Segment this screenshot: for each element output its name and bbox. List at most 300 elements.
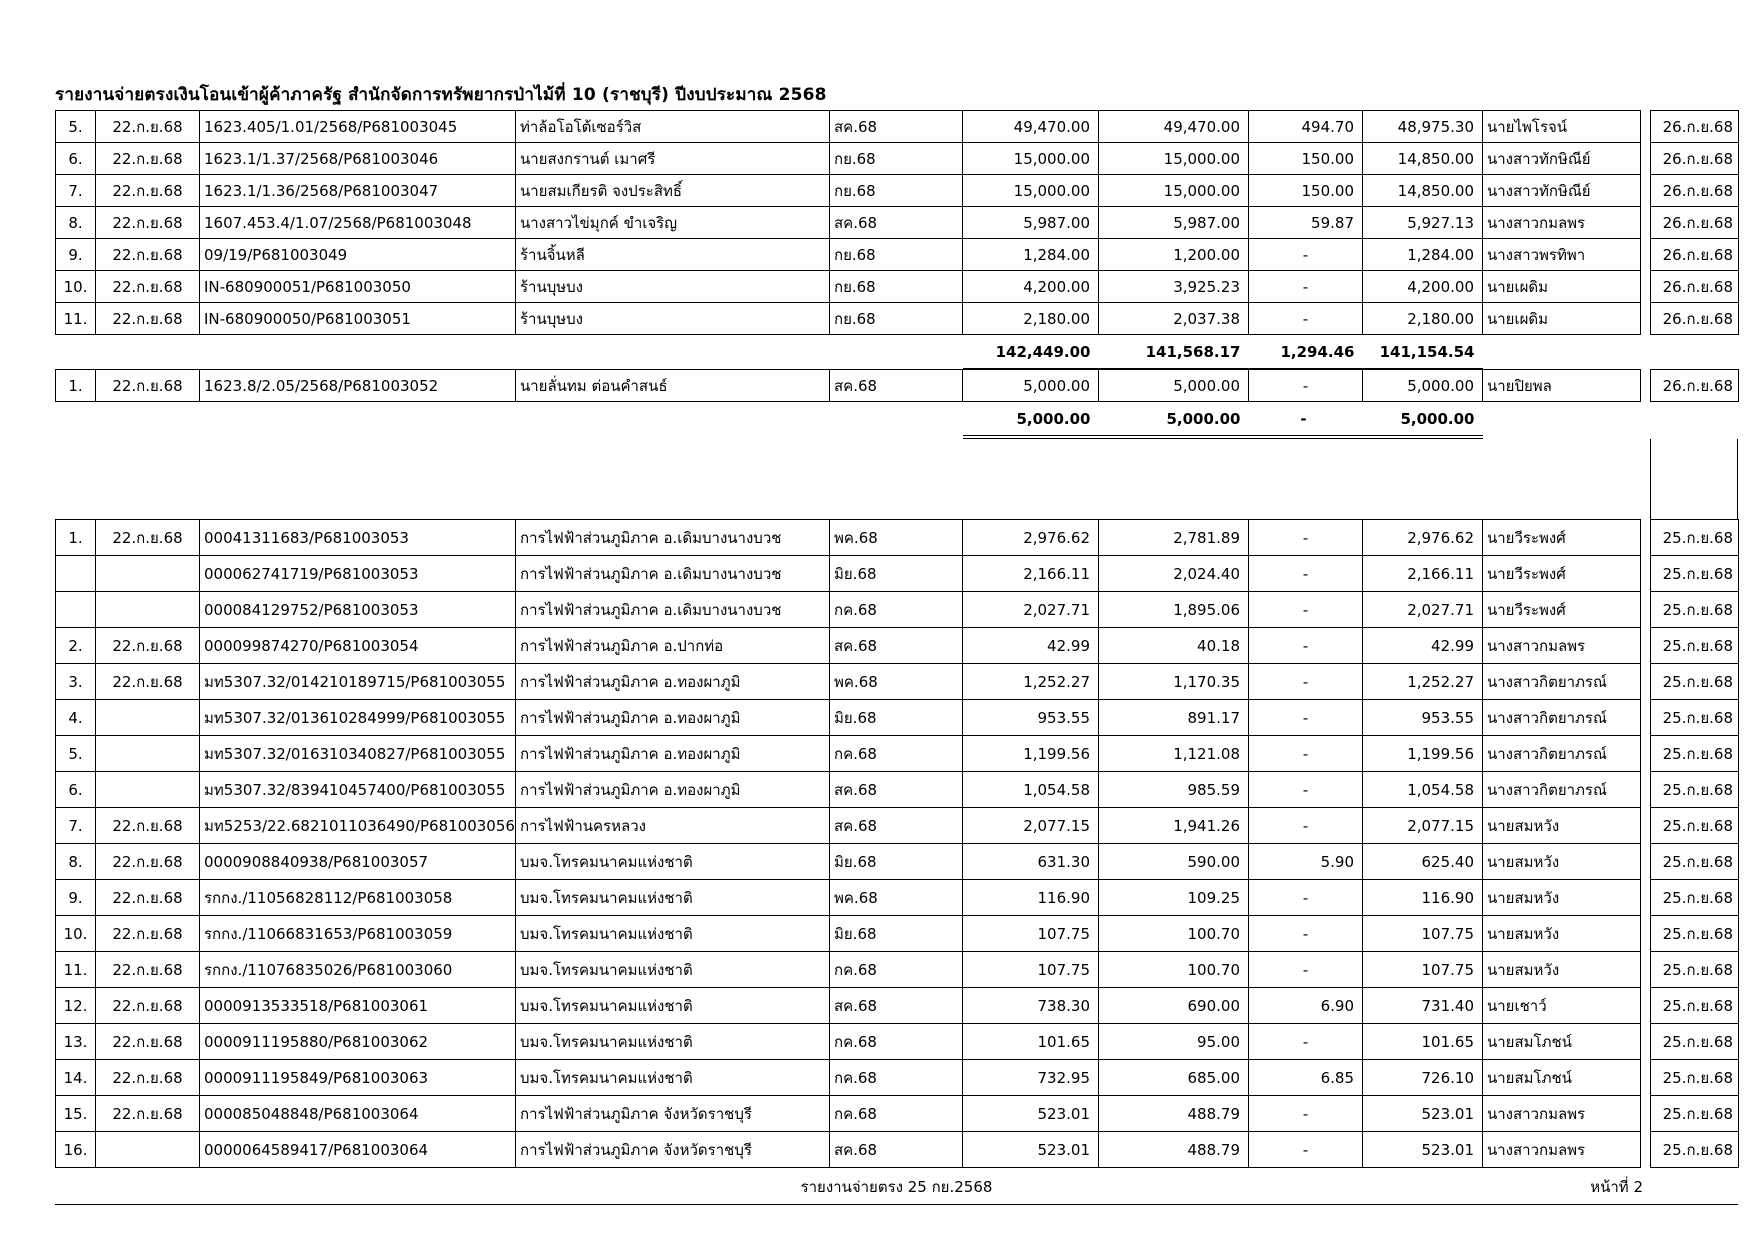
payee-name-cell: นายลั่นทม ต่อนคำสนธ์ — [516, 370, 830, 402]
received-date-cell: 26.ก.ย.68 — [1651, 271, 1739, 303]
received-date-cell: 25.ก.ย.68 — [1651, 772, 1739, 808]
transfer-date-cell — [96, 772, 200, 808]
transfer-date-cell — [96, 1132, 200, 1168]
gross-amount-cell: 1,054.58 — [963, 772, 1099, 808]
transfer-amount-cell: 523.01 — [1363, 1132, 1483, 1168]
transfer-date-cell: 22.ก.ย.68 — [96, 880, 200, 916]
table-row — [56, 556, 1739, 592]
officer-name-cell: นายเผดิม — [1483, 303, 1641, 335]
column-gap — [1641, 239, 1651, 271]
fee-amount-cell: 6.85 — [1249, 1060, 1363, 1096]
fee-amount-cell: - — [1249, 370, 1363, 402]
officer-name-cell: นางสาวกิตยาภรณ์ — [1483, 736, 1641, 772]
payee-name-cell: บมจ.โทรคมนาคมแห่งชาติ — [516, 1024, 830, 1060]
payee-name-cell: บมจ.โทรคมนาคมแห่งชาติ — [516, 880, 830, 916]
document-number-cell: รกกง./11066831653/P681003059 — [200, 916, 516, 952]
transfer-date-cell: 22.ก.ย.68 — [96, 1060, 200, 1096]
officer-name-cell: นายสมโภชน์ — [1483, 1060, 1641, 1096]
column-gap — [1641, 207, 1651, 239]
fee-amount-cell: - — [1249, 239, 1363, 271]
column-gap — [1641, 808, 1651, 844]
fee-amount-cell: 150.00 — [1249, 143, 1363, 175]
transfer-date-cell: 22.ก.ย.68 — [96, 1024, 200, 1060]
transfer-amount-cell: 1,054.58 — [1363, 772, 1483, 808]
fee-amount-cell: - — [1249, 880, 1363, 916]
table-row — [56, 772, 1739, 808]
gross-amount-cell: 2,166.11 — [963, 556, 1099, 592]
document-number-cell: 1623.1/1.37/2568/P681003046 — [200, 143, 516, 175]
officer-name-cell: นายปิยพล — [1483, 370, 1641, 402]
net-amount-cell: 1,895.06 — [1099, 592, 1249, 628]
payment-table-section-1 — [55, 110, 1739, 369]
row-number-cell: 14. — [56, 1060, 96, 1096]
column-gap — [1641, 556, 1651, 592]
table-row — [56, 370, 1739, 402]
gross-amount-cell: 738.30 — [963, 988, 1099, 1024]
column-gap — [1641, 520, 1651, 556]
net-amount-cell: 3,925.23 — [1099, 271, 1249, 303]
received-date-cell: 25.ก.ย.68 — [1651, 628, 1739, 664]
document-number-cell: 0000911195849/P681003063 — [200, 1060, 516, 1096]
gross-amount-cell: 523.01 — [963, 1132, 1099, 1168]
column-gap — [1641, 1024, 1651, 1060]
gross-amount-cell: 1,199.56 — [963, 736, 1099, 772]
payee-name-cell: การไฟฟ้าส่วนภูมิภาค อ.ทองผาภูมิ — [516, 736, 830, 772]
transfer-date-cell: 22.ก.ย.68 — [96, 844, 200, 880]
fee-amount-cell: - — [1249, 556, 1363, 592]
billing-month-cell: กย.68 — [830, 271, 963, 303]
payee-name-cell: ร้านจิ้นหลี — [516, 239, 830, 271]
billing-month-cell: กย.68 — [830, 239, 963, 271]
officer-name-cell: นางสาวกิตยาภรณ์ — [1483, 772, 1641, 808]
row-number-cell: 10. — [56, 916, 96, 952]
payee-name-cell: ร้านบุษบง — [516, 303, 830, 335]
column-gap — [1641, 1132, 1651, 1168]
column-gap — [1641, 952, 1651, 988]
received-date-cell: 26.ก.ย.68 — [1651, 303, 1739, 335]
billing-month-cell: มิย.68 — [830, 844, 963, 880]
payee-name-cell: การไฟฟ้าส่วนภูมิภาค อ.เดิมบางนางบวช — [516, 592, 830, 628]
transfer-date-cell: 22.ก.ย.68 — [96, 239, 200, 271]
payee-name-cell: นายสงกรานต์ เมาศรี — [516, 143, 830, 175]
transfer-amount-cell: 523.01 — [1363, 1096, 1483, 1132]
table-row — [56, 664, 1739, 700]
total-net: 5,000.00 — [1099, 402, 1249, 438]
transfer-date-cell: 22.ก.ย.68 — [96, 520, 200, 556]
table-row — [56, 1132, 1739, 1168]
section-gap — [55, 439, 1738, 519]
net-amount-cell: 49,470.00 — [1099, 111, 1249, 143]
transfer-date-cell: 22.ก.ย.68 — [96, 1096, 200, 1132]
fee-amount-cell: 6.90 — [1249, 988, 1363, 1024]
fee-amount-cell: - — [1249, 592, 1363, 628]
net-amount-cell: 95.00 — [1099, 1024, 1249, 1060]
table-row — [56, 111, 1739, 143]
fee-amount-cell: - — [1249, 664, 1363, 700]
transfer-date-cell: 22.ก.ย.68 — [96, 808, 200, 844]
received-date-cell: 25.ก.ย.68 — [1651, 1060, 1739, 1096]
payee-name-cell: การไฟฟ้าส่วนภูมิภาค อ.ทองผาภูมิ — [516, 700, 830, 736]
row-number-cell: 6. — [56, 772, 96, 808]
column-gap — [1641, 664, 1651, 700]
billing-month-cell: กย.68 — [830, 143, 963, 175]
billing-month-cell: กค.68 — [830, 592, 963, 628]
column-gap — [1641, 880, 1651, 916]
column-gap — [1641, 772, 1651, 808]
officer-name-cell: นางสาวกมลพร — [1483, 628, 1641, 664]
received-date-cell: 25.ก.ย.68 — [1651, 592, 1739, 628]
gross-amount-cell: 107.75 — [963, 916, 1099, 952]
table-row — [56, 175, 1739, 207]
transfer-date-cell — [96, 736, 200, 772]
received-date-cell: 25.ก.ย.68 — [1651, 808, 1739, 844]
row-number-cell: 3. — [56, 664, 96, 700]
document-number-cell: 000099874270/P681003054 — [200, 628, 516, 664]
net-amount-cell: 685.00 — [1099, 1060, 1249, 1096]
payment-table-section-3 — [55, 519, 1739, 1168]
row-number-cell: 16. — [56, 1132, 96, 1168]
net-amount-cell: 5,000.00 — [1099, 370, 1249, 402]
officer-name-cell: นางสาวกิตยาภรณ์ — [1483, 664, 1641, 700]
transfer-date-cell: 22.ก.ย.68 — [96, 988, 200, 1024]
net-amount-cell: 100.70 — [1099, 952, 1249, 988]
column-gap — [1641, 175, 1651, 207]
column-gap — [1641, 303, 1651, 335]
officer-name-cell: นายสมหวัง — [1483, 880, 1641, 916]
document-number-cell: 000062741719/P681003053 — [200, 556, 516, 592]
received-date-cell: 25.ก.ย.68 — [1651, 1024, 1739, 1060]
fee-amount-cell: - — [1249, 520, 1363, 556]
table-row — [56, 592, 1739, 628]
document-number-cell: 000084129752/P681003053 — [200, 592, 516, 628]
column-gap — [1641, 370, 1651, 402]
gross-amount-cell: 15,000.00 — [963, 143, 1099, 175]
net-amount-cell: 109.25 — [1099, 880, 1249, 916]
transfer-date-cell — [96, 556, 200, 592]
document-number-cell: 1607.453.4/1.07/2568/P681003048 — [200, 207, 516, 239]
gross-amount-cell: 1,284.00 — [963, 239, 1099, 271]
billing-month-cell: กย.68 — [830, 303, 963, 335]
fee-amount-cell: 59.87 — [1249, 207, 1363, 239]
row-number-cell — [56, 592, 96, 628]
transfer-date-cell: 22.ก.ย.68 — [96, 664, 200, 700]
document-number-cell: IN-680900051/P681003050 — [200, 271, 516, 303]
totals-row — [56, 335, 1739, 369]
officer-name-cell: นางสาวกิตยาภรณ์ — [1483, 700, 1641, 736]
officer-name-cell: นางสาวกมลพร — [1483, 1132, 1641, 1168]
billing-month-cell: พค.68 — [830, 520, 963, 556]
gross-amount-cell: 42.99 — [963, 628, 1099, 664]
billing-month-cell: กค.68 — [830, 1024, 963, 1060]
received-date-cell: 26.ก.ย.68 — [1651, 143, 1739, 175]
transfer-date-cell: 22.ก.ย.68 — [96, 207, 200, 239]
billing-month-cell: สค.68 — [830, 207, 963, 239]
fee-amount-cell: - — [1249, 700, 1363, 736]
payee-name-cell: บมจ.โทรคมนาคมแห่งชาติ — [516, 952, 830, 988]
transfer-amount-cell: 48,975.30 — [1363, 111, 1483, 143]
received-date-column-continuation — [1650, 439, 1738, 519]
officer-name-cell: นายวีระพงศ์ — [1483, 592, 1641, 628]
payee-name-cell: ท่าล้อโอโต้เซอร์วิส — [516, 111, 830, 143]
gross-amount-cell: 5,987.00 — [963, 207, 1099, 239]
billing-month-cell: สค.68 — [830, 808, 963, 844]
transfer-amount-cell: 2,077.15 — [1363, 808, 1483, 844]
payee-name-cell: การไฟฟ้าส่วนภูมิภาค อ.เดิมบางนางบวช — [516, 520, 830, 556]
received-date-cell: 25.ก.ย.68 — [1651, 520, 1739, 556]
row-number-cell: 13. — [56, 1024, 96, 1060]
table-row — [56, 700, 1739, 736]
transfer-amount-cell: 1,284.00 — [1363, 239, 1483, 271]
payee-name-cell: บมจ.โทรคมนาคมแห่งชาติ — [516, 916, 830, 952]
table-row — [56, 988, 1739, 1024]
document-number-cell: 1623.1/1.36/2568/P681003047 — [200, 175, 516, 207]
fee-amount-cell: - — [1249, 736, 1363, 772]
received-date-cell: 25.ก.ย.68 — [1651, 880, 1739, 916]
billing-month-cell: พค.68 — [830, 664, 963, 700]
row-number-cell: 5. — [56, 736, 96, 772]
transfer-amount-cell: 1,252.27 — [1363, 664, 1483, 700]
payee-name-cell: นางสาวไข่มุกค์ ขำเจริญ — [516, 207, 830, 239]
fee-amount-cell: - — [1249, 1132, 1363, 1168]
document-number-cell: IN-680900050/P681003051 — [200, 303, 516, 335]
column-gap — [1641, 271, 1651, 303]
officer-name-cell: นางสาวกมลพร — [1483, 207, 1641, 239]
billing-month-cell: พค.68 — [830, 880, 963, 916]
row-number-cell: 5. — [56, 111, 96, 143]
officer-name-cell: นายสมโภชน์ — [1483, 1024, 1641, 1060]
received-date-cell: 25.ก.ย.68 — [1651, 1096, 1739, 1132]
row-number-cell: 4. — [56, 700, 96, 736]
document-number-cell: รกกง./11076835026/P681003060 — [200, 952, 516, 988]
net-amount-cell: 2,024.40 — [1099, 556, 1249, 592]
document-number-cell: 000085048848/P681003064 — [200, 1096, 516, 1132]
transfer-date-cell: 22.ก.ย.68 — [96, 175, 200, 207]
document-number-cell: 0000908840938/P681003057 — [200, 844, 516, 880]
row-number-cell — [56, 556, 96, 592]
table-row — [56, 1096, 1739, 1132]
received-date-cell: 26.ก.ย.68 — [1651, 111, 1739, 143]
row-number-cell: 9. — [56, 880, 96, 916]
transfer-date-cell: 22.ก.ย.68 — [96, 143, 200, 175]
transfer-amount-cell: 42.99 — [1363, 628, 1483, 664]
net-amount-cell: 488.79 — [1099, 1132, 1249, 1168]
fee-amount-cell: - — [1249, 271, 1363, 303]
table-row — [56, 808, 1739, 844]
transfer-date-cell — [96, 592, 200, 628]
row-number-cell: 7. — [56, 808, 96, 844]
row-number-cell: 9. — [56, 239, 96, 271]
gross-amount-cell: 2,077.15 — [963, 808, 1099, 844]
document-number-cell: 0000913533518/P681003061 — [200, 988, 516, 1024]
row-number-cell: 8. — [56, 844, 96, 880]
table-row — [56, 143, 1739, 175]
transfer-date-cell: 22.ก.ย.68 — [96, 271, 200, 303]
transfer-amount-cell: 14,850.00 — [1363, 175, 1483, 207]
gross-amount-cell: 4,200.00 — [963, 271, 1099, 303]
payee-name-cell: การไฟฟ้าส่วนภูมิภาค อ.ทองผาภูมิ — [516, 664, 830, 700]
billing-month-cell: สค.68 — [830, 1132, 963, 1168]
gross-amount-cell: 2,027.71 — [963, 592, 1099, 628]
transfer-date-cell — [96, 700, 200, 736]
column-gap — [1641, 143, 1651, 175]
fee-amount-cell: - — [1249, 772, 1363, 808]
column-gap — [1641, 916, 1651, 952]
net-amount-cell: 1,121.08 — [1099, 736, 1249, 772]
transfer-amount-cell: 2,976.62 — [1363, 520, 1483, 556]
total-gross: 5,000.00 — [963, 402, 1099, 438]
transfer-amount-cell: 731.40 — [1363, 988, 1483, 1024]
officer-name-cell: นายเชาว์ — [1483, 988, 1641, 1024]
total-fee: 1,294.46 — [1249, 335, 1363, 369]
billing-month-cell: สค.68 — [830, 628, 963, 664]
net-amount-cell: 15,000.00 — [1099, 143, 1249, 175]
document-number-cell: 0000064589417/P681003064 — [200, 1132, 516, 1168]
transfer-amount-cell: 5,927.13 — [1363, 207, 1483, 239]
transfer-amount-cell: 4,200.00 — [1363, 271, 1483, 303]
document-number-cell: 00041311683/P681003053 — [200, 520, 516, 556]
gross-amount-cell: 1,252.27 — [963, 664, 1099, 700]
transfer-amount-cell: 14,850.00 — [1363, 143, 1483, 175]
payee-name-cell: นายสมเกียรติ จงประสิทธิ์ — [516, 175, 830, 207]
gross-amount-cell: 631.30 — [963, 844, 1099, 880]
table-row — [56, 628, 1739, 664]
gross-amount-cell: 49,470.00 — [963, 111, 1099, 143]
table-row — [56, 952, 1739, 988]
received-date-cell: 26.ก.ย.68 — [1651, 370, 1739, 402]
billing-month-cell: สค.68 — [830, 111, 963, 143]
billing-month-cell: กค.68 — [830, 952, 963, 988]
totals-row — [56, 402, 1739, 438]
page-title: รายงานจ่ายตรงเงินโอนเข้าผู้ค้าภาครัฐ สำนักจัดการทรัพยากรป่าไม้ที่ 10 (ราชบุรี) ปีงบประมาณ 2568 — [55, 85, 827, 105]
officer-name-cell: นางสาวทักษิณีย์ — [1483, 175, 1641, 207]
column-gap — [1641, 628, 1651, 664]
table-row — [56, 844, 1739, 880]
received-date-cell: 26.ก.ย.68 — [1651, 175, 1739, 207]
transfer-amount-cell: 2,027.71 — [1363, 592, 1483, 628]
officer-name-cell: นางสาวทักษิณีย์ — [1483, 143, 1641, 175]
gross-amount-cell: 2,976.62 — [963, 520, 1099, 556]
net-amount-cell: 2,781.89 — [1099, 520, 1249, 556]
fee-amount-cell: - — [1249, 628, 1363, 664]
billing-month-cell: สค.68 — [830, 370, 963, 402]
officer-name-cell: นายสมหวัง — [1483, 952, 1641, 988]
table-row — [56, 1060, 1739, 1096]
fee-amount-cell: - — [1249, 1096, 1363, 1132]
row-number-cell: 2. — [56, 628, 96, 664]
total-fee: - — [1249, 402, 1363, 438]
fee-amount-cell: - — [1249, 952, 1363, 988]
column-gap — [1641, 1060, 1651, 1096]
transfer-amount-cell: 625.40 — [1363, 844, 1483, 880]
billing-month-cell: กย.68 — [830, 175, 963, 207]
document-number-cell: รกกง./11056828112/P681003058 — [200, 880, 516, 916]
row-number-cell: 15. — [56, 1096, 96, 1132]
payee-name-cell: การไฟฟ้านครหลวง — [516, 808, 830, 844]
received-date-cell: 26.ก.ย.68 — [1651, 207, 1739, 239]
table-row — [56, 1024, 1739, 1060]
net-amount-cell: 891.17 — [1099, 700, 1249, 736]
net-amount-cell: 5,987.00 — [1099, 207, 1249, 239]
officer-name-cell: นายสมหวัง — [1483, 916, 1641, 952]
net-amount-cell: 1,941.26 — [1099, 808, 1249, 844]
net-amount-cell: 985.59 — [1099, 772, 1249, 808]
total-net: 141,568.17 — [1099, 335, 1249, 369]
row-number-cell: 12. — [56, 988, 96, 1024]
column-gap — [1641, 592, 1651, 628]
gross-amount-cell: 732.95 — [963, 1060, 1099, 1096]
transfer-amount-cell: 107.75 — [1363, 952, 1483, 988]
row-number-cell: 1. — [56, 370, 96, 402]
received-date-cell: 25.ก.ย.68 — [1651, 556, 1739, 592]
transfer-amount-cell: 2,166.11 — [1363, 556, 1483, 592]
payment-table-section-2 — [55, 369, 1739, 439]
fee-amount-cell: 5.90 — [1249, 844, 1363, 880]
received-date-cell: 25.ก.ย.68 — [1651, 1132, 1739, 1168]
column-gap — [1641, 844, 1651, 880]
net-amount-cell: 40.18 — [1099, 628, 1249, 664]
row-number-cell: 8. — [56, 207, 96, 239]
document-number-cell: 1623.405/1.01/2568/P681003045 — [200, 111, 516, 143]
document-number-cell: มท5307.32/016310340827/P681003055 — [200, 736, 516, 772]
payee-name-cell: บมจ.โทรคมนาคมแห่งชาติ — [516, 988, 830, 1024]
transfer-amount-cell: 116.90 — [1363, 880, 1483, 916]
row-number-cell: 11. — [56, 952, 96, 988]
payee-name-cell: บมจ.โทรคมนาคมแห่งชาติ — [516, 1060, 830, 1096]
transfer-date-cell: 22.ก.ย.68 — [96, 303, 200, 335]
gross-amount-cell: 15,000.00 — [963, 175, 1099, 207]
table-row — [56, 271, 1739, 303]
column-gap — [1641, 988, 1651, 1024]
table-row — [56, 736, 1739, 772]
column-gap — [1641, 736, 1651, 772]
document-number-cell: 09/19/P681003049 — [200, 239, 516, 271]
payee-name-cell: การไฟฟ้าส่วนภูมิภาค อ.เดิมบางนางบวช — [516, 556, 830, 592]
gross-amount-cell: 101.65 — [963, 1024, 1099, 1060]
billing-month-cell: มิย.68 — [830, 556, 963, 592]
officer-name-cell: นายสมหวัง — [1483, 808, 1641, 844]
page-footer — [55, 1170, 1738, 1205]
net-amount-cell: 15,000.00 — [1099, 175, 1249, 207]
fee-amount-cell: - — [1249, 916, 1363, 952]
document-number-cell: 0000911195880/P681003062 — [200, 1024, 516, 1060]
billing-month-cell: สค.68 — [830, 988, 963, 1024]
page-number: หน้าที่ 2 — [1590, 1178, 1643, 1196]
transfer-amount-cell: 101.65 — [1363, 1024, 1483, 1060]
total-transfer: 141,154.54 — [1363, 335, 1483, 369]
officer-name-cell: นางสาวพรทิพา — [1483, 239, 1641, 271]
officer-name-cell: นายเผดิม — [1483, 271, 1641, 303]
officer-name-cell: นายวีระพงศ์ — [1483, 556, 1641, 592]
gross-amount-cell: 116.90 — [963, 880, 1099, 916]
table-row — [56, 880, 1739, 916]
transfer-amount-cell: 953.55 — [1363, 700, 1483, 736]
table-row — [56, 520, 1739, 556]
row-number-cell: 1. — [56, 520, 96, 556]
transfer-amount-cell: 2,180.00 — [1363, 303, 1483, 335]
received-date-cell: 25.ก.ย.68 — [1651, 844, 1739, 880]
fee-amount-cell: - — [1249, 1024, 1363, 1060]
column-gap — [1641, 1096, 1651, 1132]
transfer-amount-cell: 107.75 — [1363, 916, 1483, 952]
transfer-date-cell: 22.ก.ย.68 — [96, 952, 200, 988]
payee-name-cell: บมจ.โทรคมนาคมแห่งชาติ — [516, 844, 830, 880]
billing-month-cell: มิย.68 — [830, 916, 963, 952]
transfer-amount-cell: 1,199.56 — [1363, 736, 1483, 772]
document-number-cell: มท5253/22.6821011036490/P681003056 — [200, 808, 516, 844]
total-transfer: 5,000.00 — [1363, 402, 1483, 438]
gross-amount-cell: 5,000.00 — [963, 370, 1099, 402]
column-gap — [1641, 700, 1651, 736]
